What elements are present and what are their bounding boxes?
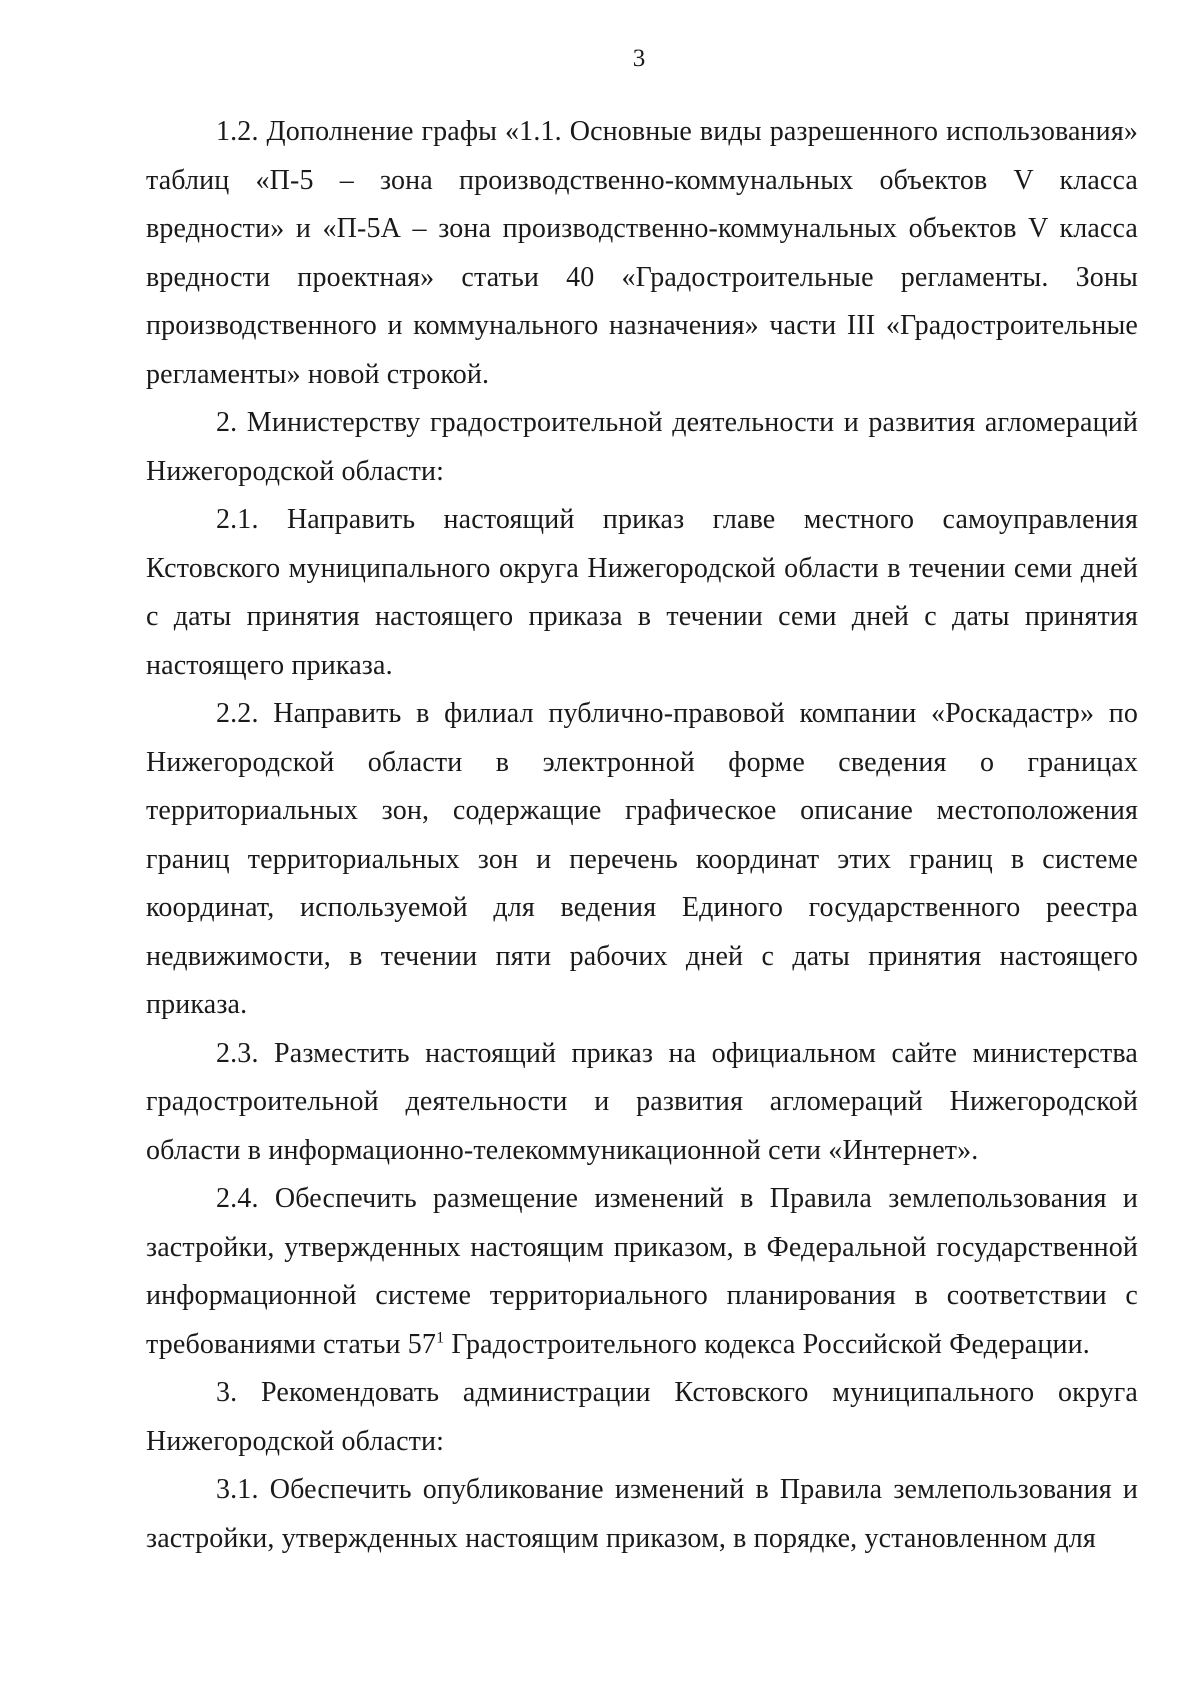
paragraph-2-2: 2.2. Направить в филиал публично-правовой компании «Роскадастр» по Нижегородской области в электронной форме сведения о границах территориальных зон, содержащие графическое описание местоположения границ территориальных зон и перечень координат этих границ в системе координат, используемой для ведения Единого государственного реестра недвижимости, в течении пяти рабочих дней с даты принятия настоящего приказа. [146, 698, 1138, 1020]
paragraph-1-2: 1.2. Дополнение графы «1.1. Основные виды разрешенного использования» таблиц «П-5 – зона производственно-коммунальных объектов V класса вредности» и «П-5А – зона производственно-коммунальных объектов V класса вредности проектная» статьи 40 «Градостроительные регламенты. Зоны производственного и коммунального назначения» части III «Градостроительные регламенты» новой строкой. [146, 116, 1138, 390]
paragraph-2-4-text-after: Градостроительного кодекса Российской Федерации. [444, 1328, 1090, 1360]
paragraph-2-1: 2.1. Направить настоящий приказ главе местного самоуправления Кстовского муниципального округа Нижегородской области в течении семи дней с даты принятия настоящего приказа в течении семи дней с даты принятия настоящего приказа. [146, 504, 1138, 681]
page-number: 3 [632, 45, 646, 72]
paragraph-2-4-text-before: 2.4. Обеспечить размещение изменений в Правила землепользования и застройки, утвержденных настоящим приказом, в Федеральной государственной информационной системе территориального планирования в соответствии с требованиями статьи 57 [146, 1183, 1138, 1360]
paragraph-3: 3. Рекомендовать администрации Кстовского муниципального округа Нижегородской области: [146, 1377, 1138, 1457]
document-body [146, 108, 1138, 1563]
paragraph-2-4 [146, 1175, 1138, 1369]
paragraph-3-1: 3.1. Обеспечить опубликование изменений в Правила землепользования и застройки, утвержденных настоящим приказом, в порядке, установленном для [146, 1474, 1138, 1554]
superscript-footnote-mark: 1 [436, 1329, 445, 1347]
paragraph-2: 2. Министерству градостроительной деятельности и развития агломераций Нижегородской области: [146, 407, 1138, 487]
paragraph-2-3: 2.3. Разместить настоящий приказ на официальном сайте министерства градостроительной деятельности и развития агломераций Нижегородской области в информационно-телекоммуникационной сети «Интернет». [146, 1037, 1138, 1166]
